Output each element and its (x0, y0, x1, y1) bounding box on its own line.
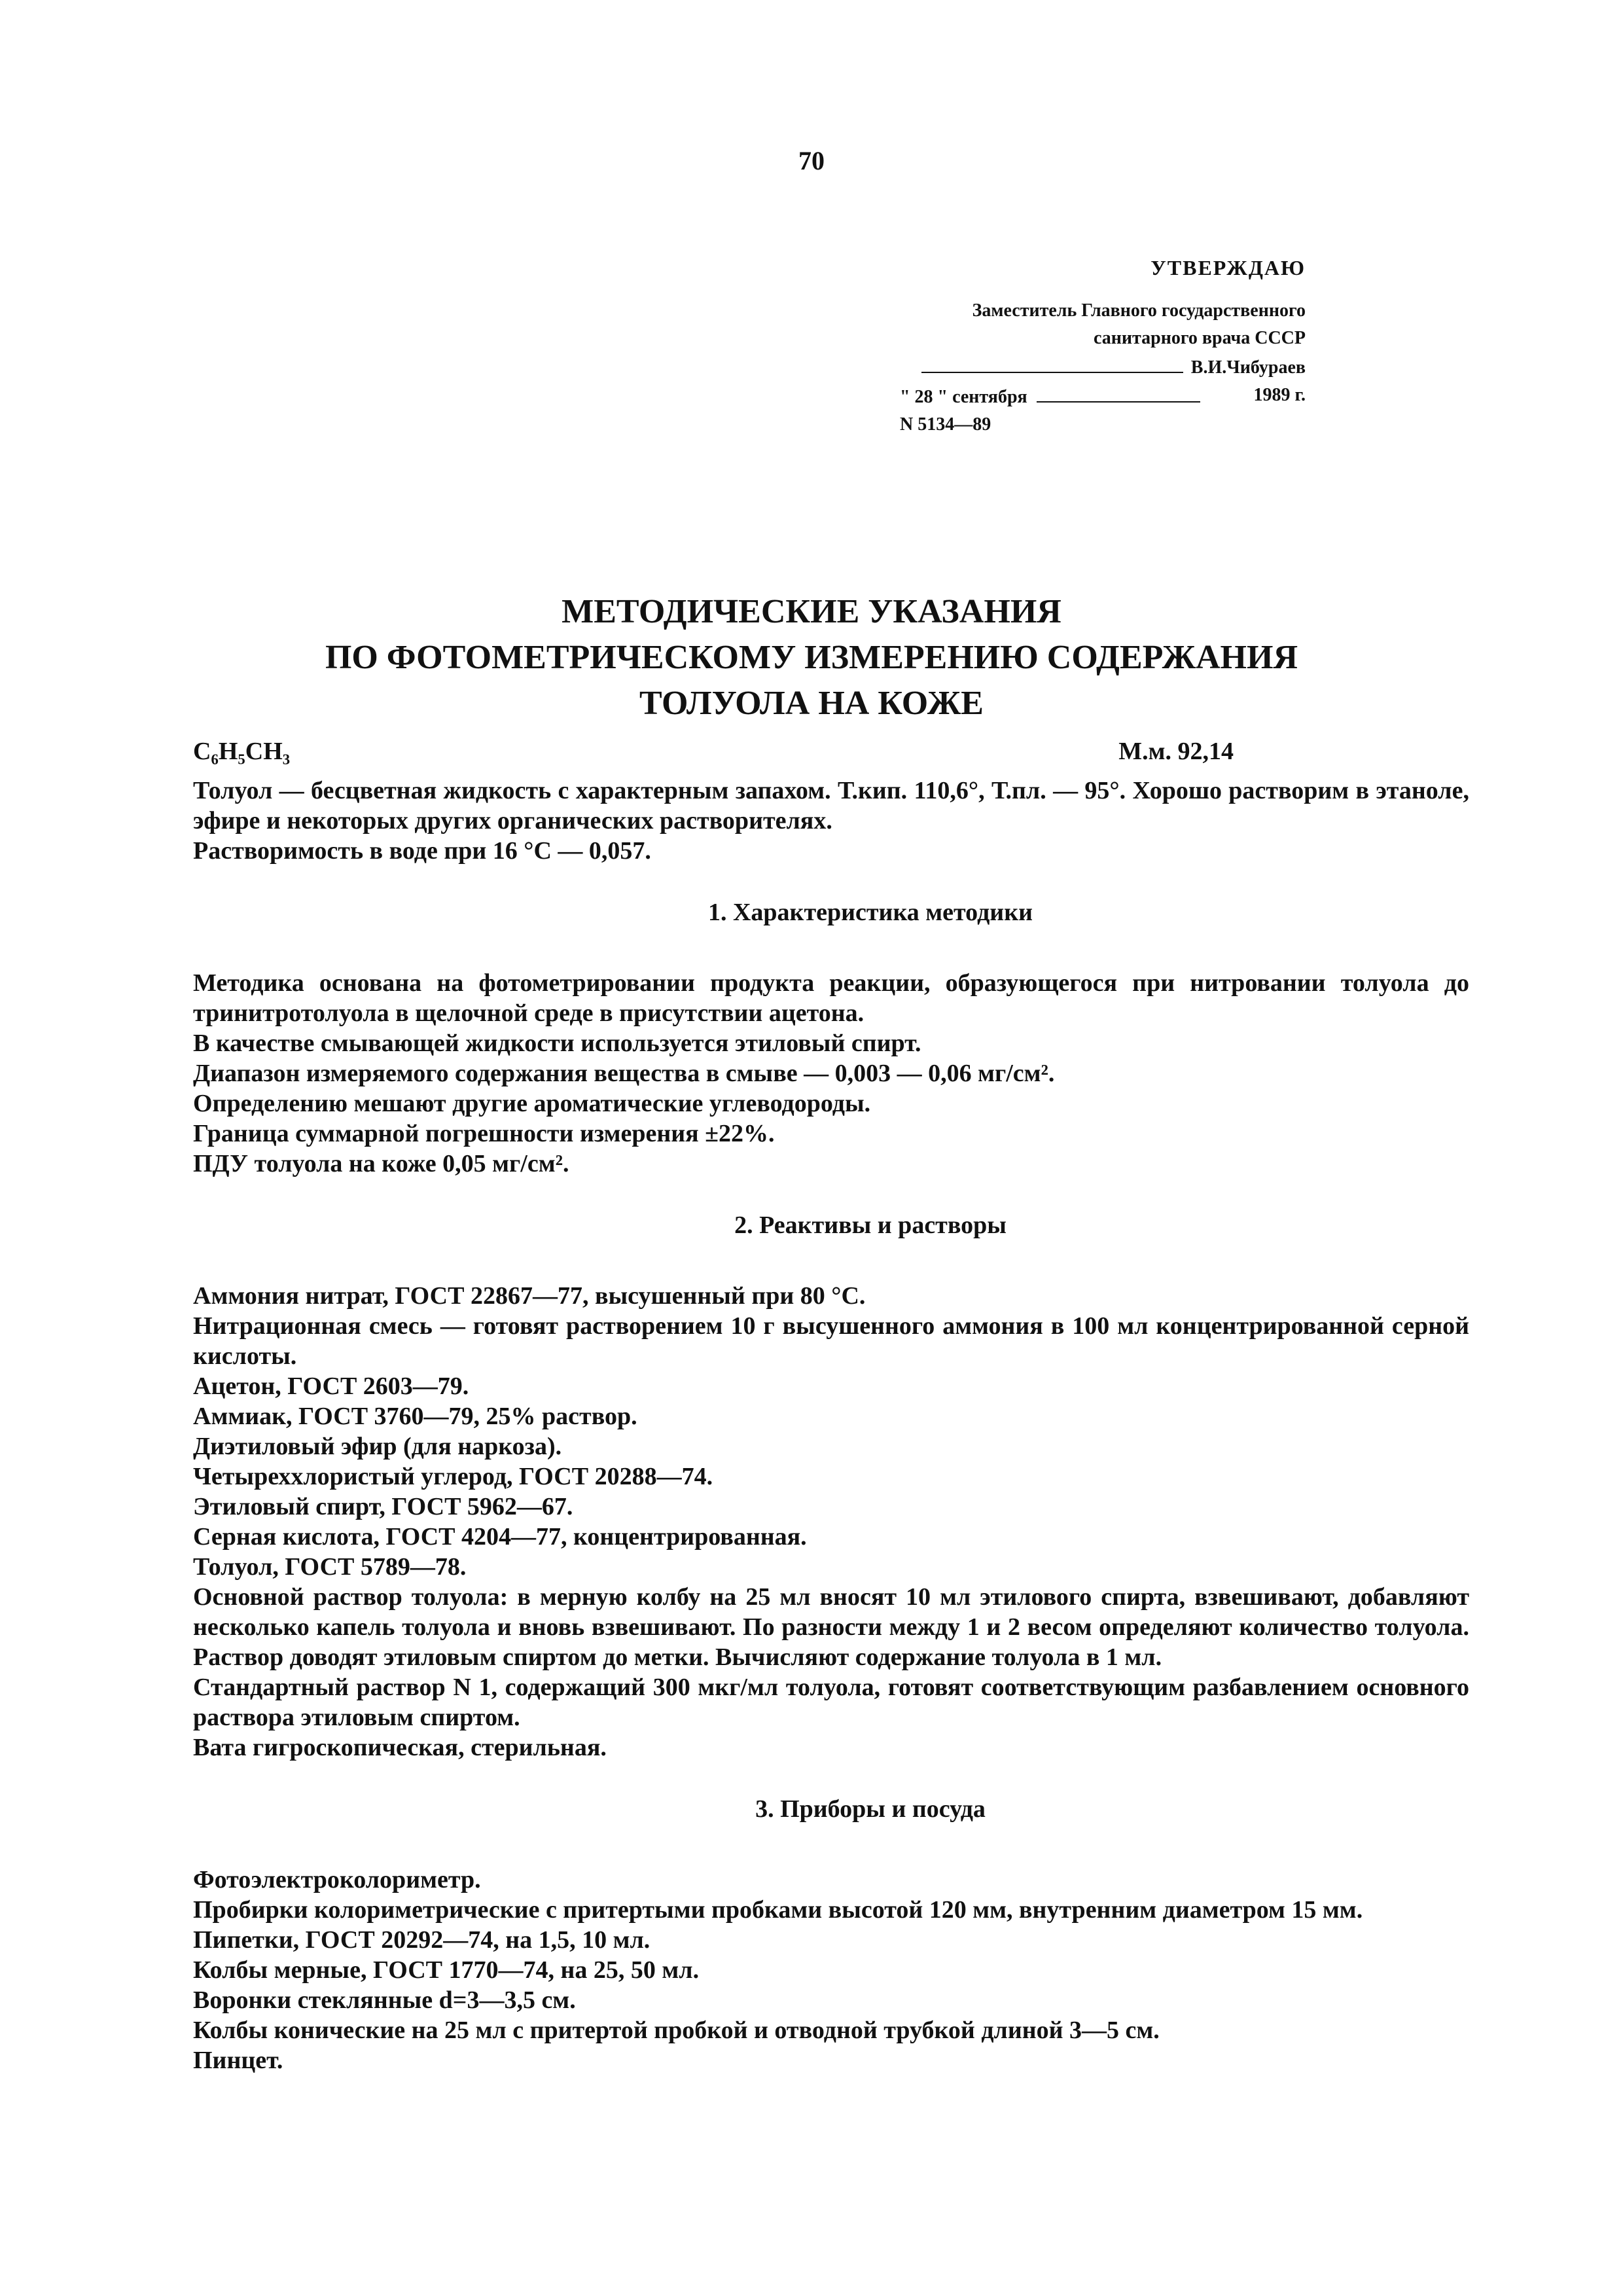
s1-item-3: Диапазон измеряемого содержания вещества в смыве — 0,003 — 0,06 мг/см². (193, 1060, 1055, 1087)
section-1-title: 1. Характеристика методики (707, 899, 1033, 926)
date-line (1037, 382, 1200, 403)
s3-item-7: Пинцет. (193, 2047, 283, 2074)
document-title (0, 589, 1623, 726)
approval-date-year: 1989 г. (1253, 385, 1306, 405)
s1-item-2: В качестве смывающей жидкости используется этиловый спирт. (193, 1030, 921, 1057)
s1-item-4: Определению мешают другие ароматические углеводороды. (193, 1090, 871, 1117)
s2-item-10: Основной раствор толуола: в мерную колбу на 25 мл вносят 10 мл этилового спирта, взвешивают, добавляют несколько капель толуола и вновь взвешивают. По разности между 1 и 2 весом определяют количество толуола. Раствор доводят этиловым спиртом до метки. Вычисляют содержание толуола в 1 мл. (193, 1583, 1469, 1671)
s3-item-4: Колбы мерные, ГОСТ 1770—74, на 25, 50 мл. (193, 1956, 700, 1984)
section-2-title: 2. Реактивы и растворы (734, 1211, 1007, 1239)
s3-item-2: Пробирки колориметрические с притертыми пробками высотой 120 мм, внутренним диаметром 15 мм. (193, 1896, 1363, 1924)
s2-item-11: Стандартный раствор N 1, содержащий 300 мкг/мл толуола, готовят соответствующим разбавлением основного раствора этиловым спиртом. (193, 1674, 1469, 1731)
approval-heading: УТВЕРЖДАЮ (1150, 256, 1306, 279)
title-line-2: ПО ФОТОМЕТРИЧЕСКОМУ ИЗМЕРЕНИЮ СОДЕРЖАНИЯ (325, 639, 1298, 676)
approval-date-day: " 28 " сентября (900, 387, 1027, 407)
s2-item-3: Ацетон, ГОСТ 2603—79. (193, 1372, 469, 1400)
s2-item-1: Аммония нитрат, ГОСТ 22867—77, высушенный при 80 °С. (193, 1282, 866, 1310)
s1-item-6: ПДУ толуола на коже 0,05 мг/см². (193, 1150, 569, 1177)
title-line-3: ТОЛУОЛА НА КОЖЕ (639, 685, 984, 722)
document-body (193, 736, 1469, 2075)
s2-item-7: Этиловый спирт, ГОСТ 5962—67. (193, 1493, 573, 1520)
s2-item-2: Нитрационная смесь — готовят растворением 10 г высушенного аммония в 100 мл концентрированной серной кислоты. (193, 1312, 1469, 1370)
approval-block (900, 254, 1306, 439)
approval-position-line1: Заместитель Главного государственного (972, 300, 1306, 321)
s1-item-1: Методика основана на фотометрировании продукта реакции, образующегося при нитровании толуола до тринитротолуола в щелочной среде в присутствии ацетона. (193, 969, 1469, 1027)
formula-row (193, 736, 1469, 766)
chemical-formula: C₆H₅CH₃ (193, 738, 291, 765)
approval-number: N 5134—89 (900, 414, 991, 435)
s2-item-5: Диэтиловый эфир (для наркоза). (193, 1433, 562, 1460)
intro-paragraph-1: Толуол — бесцветная жидкость с характерным запахом. Т.кип. 110,6°, Т.пл. — 95°. Хорошо растворим в этаноле, эфире и некоторых других органических растворителях. (193, 777, 1469, 834)
s3-item-5: Воронки стеклянные d=3—3,5 см. (193, 1986, 576, 2014)
approval-signature-row (900, 352, 1306, 382)
s2-item-12: Вата гигроскопическая, стерильная. (193, 1734, 607, 1761)
approval-position-line2: санитарного врача СССР (1094, 328, 1306, 348)
s3-item-6: Колбы конические на 25 мл с притертой пробкой и отводной трубкой длиной 3—5 см. (193, 2017, 1160, 2044)
title-line-1: МЕТОДИЧЕСКИЕ УКАЗАНИЯ (562, 593, 1061, 630)
s2-item-8: Серная кислота, ГОСТ 4204—77, концентрированная. (193, 1523, 807, 1551)
signature-line (921, 352, 1183, 373)
s1-item-5: Граница суммарной погрешности измерения ±22%. (193, 1120, 775, 1147)
s3-item-3: Пипетки, ГОСТ 20292—74, на 1,5, 10 мл. (193, 1926, 651, 1954)
intro-paragraph-2: Растворимость в воде при 16 °С — 0,057. (193, 837, 651, 865)
s2-item-9: Толуол, ГОСТ 5789—78. (193, 1553, 467, 1581)
molar-mass: М.м. 92,14 (1118, 738, 1234, 765)
approval-date-row (900, 382, 1306, 411)
page-number: 70 (798, 146, 825, 175)
section-3-title: 3. Приборы и посуда (755, 1795, 986, 1823)
s2-item-4: Аммиак, ГОСТ 3760—79, 25% раствор. (193, 1403, 637, 1430)
approval-signatory: В.И.Чибураев (1190, 357, 1306, 378)
s2-item-6: Четыреххлористый углерод, ГОСТ 20288—74. (193, 1463, 713, 1490)
s3-item-1: Фотоэлектроколориметр. (193, 1866, 481, 1893)
